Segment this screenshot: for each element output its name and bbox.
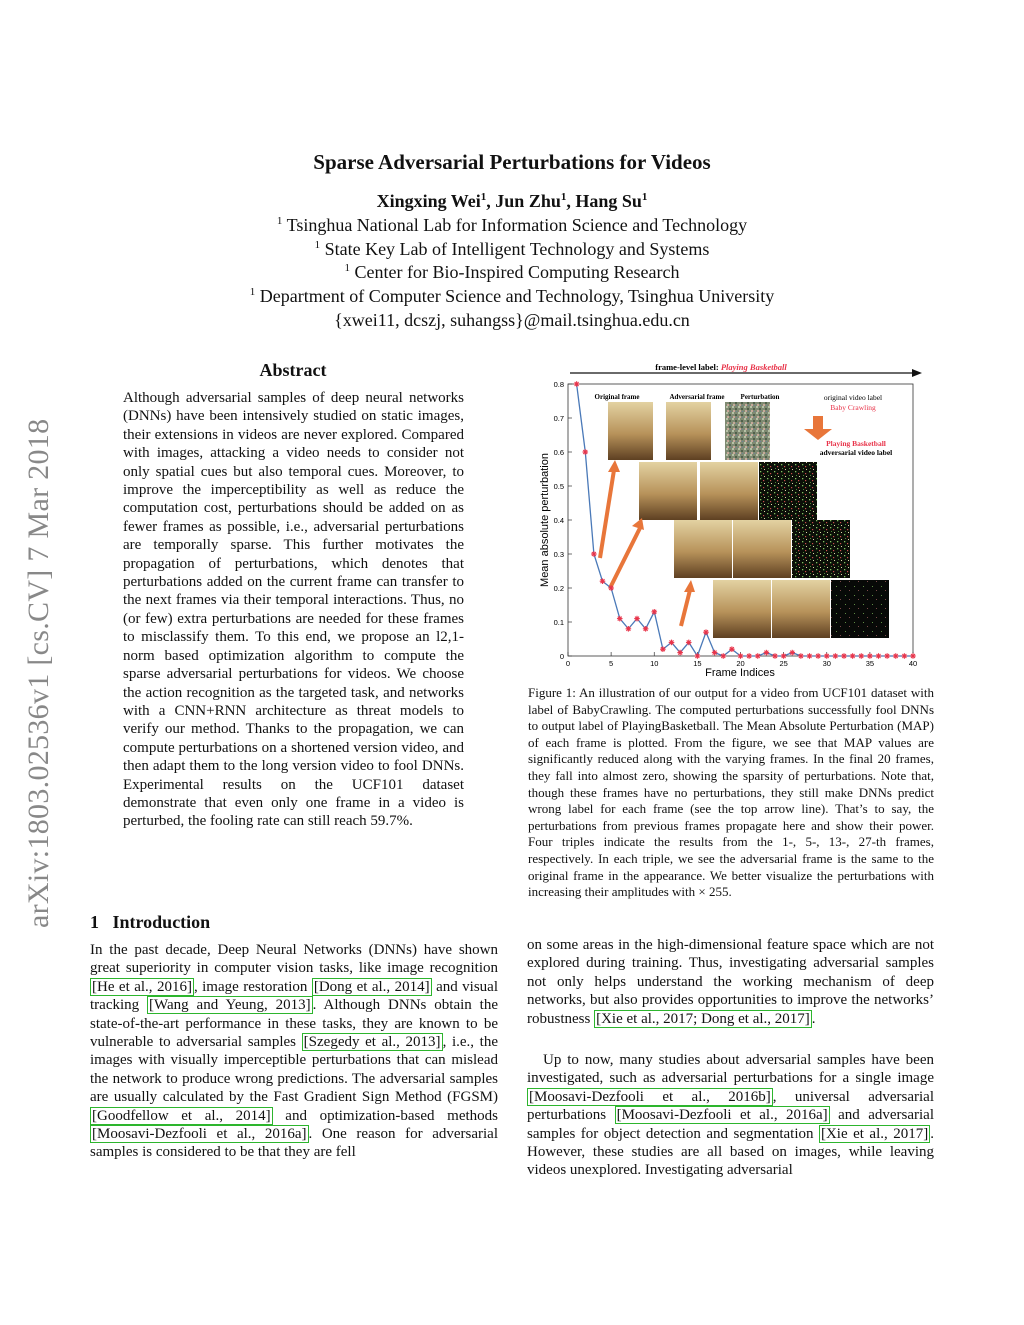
x-axis-label: Frame Indices: [705, 667, 775, 679]
original-frame-image: [674, 520, 732, 578]
y-tick-label: 0.1: [553, 618, 564, 627]
citation-link[interactable]: [Xie et al., 2017; Dong et al., 2017]: [596, 1010, 810, 1027]
citation-link[interactable]: [Szegedy et al., 2013]: [303, 1034, 441, 1051]
email: {xwei11, dcszj, suhangss}@mail.tsinghua.edu.cn: [334, 310, 690, 330]
affiliation: $^1$ Tsinghua National Lab for Information Science and Technology: [276, 215, 748, 235]
citation-link[interactable]: [Moosavi-Dezfooli et al., 2016a]: [616, 1107, 828, 1124]
y-tick-label: 0.3: [553, 550, 564, 559]
citation-link[interactable]: [He et al., 2016]: [92, 978, 192, 995]
data-point: [755, 653, 761, 659]
intro-paragraph: Up to now, many studies about adversarial samples have been investigated, such as adversarial perturbations for a single image [Moosavi-Dezfooli et al., 2016b] , universal adversarial perturbations [Moosavi-Dezfooli et al., 2016a] and adversarial samples for object detection and segmentation [Xie et al., 2017] . However, these studies are all based on images, while leaving videos unexplored. Investigating adversarial: [527, 1052, 934, 1179]
data-point: [600, 578, 606, 584]
data-point: [910, 653, 916, 659]
author-list: Xingxing Wei$^1$, Jun Zhu$^1$, Hang Su$^1$: [376, 191, 648, 211]
affiliation: $^1$ Center for Bio-Inspired Computing Research: [344, 262, 680, 282]
data-point: [841, 653, 847, 659]
abstract-heading: Abstract: [259, 360, 327, 380]
x-tick-label: 20: [736, 659, 745, 668]
data-point: [686, 640, 692, 646]
y-tick-label: 0.7: [553, 414, 564, 423]
original-frame-image: [713, 580, 771, 638]
citation-link[interactable]: [Wang and Yeung, 2013]: [149, 997, 311, 1014]
x-tick-label: 40: [908, 659, 918, 668]
y-tick-label: 0.5: [553, 482, 564, 491]
perturbation-image: [792, 520, 850, 578]
x-tick-label: 35: [865, 659, 875, 668]
y-tick-label: 0.4: [553, 516, 564, 525]
figure-caption: Figure 1: An illustration of our output for a video from UCF101 dataset with label of BabyCrawling. The computed perturbations successfully fool DNNs to output label of PlayingBasketball. The Mean Absolute Perturbation (MAP) of each frame is plotted. From the figure, we see that MAP values are significantly reduced along with the varying frames. In the final 20 frames, they fall into almost zero, showing the sparsity of perturbations. Note that, though these frames have no perturbations, they still make DNNs predict wrong label for each frame (see the top arrow line). That’s to say, the perturbations from previous frames propagate here and show their power. Four triples indicate the results from the 1-, 5-, 13-, 27-th frames, respectively. In each triple, we see the adversarial frame is the same to the original frame in the appearance. We better visualize the perturbations with increasing their amplitudes with × 255.: [528, 685, 934, 900]
data-point: [677, 650, 683, 656]
y-tick-label: 0: [559, 652, 564, 661]
x-tick-label: 25: [779, 659, 788, 668]
col-header-adversarial: Adversarial frame: [669, 393, 725, 401]
adversarial-frame-image: [772, 580, 830, 638]
x-tick-label: 10: [650, 659, 659, 668]
paper-title: Sparse Adversarial Perturbations for Videos: [313, 150, 711, 174]
data-point: [626, 626, 632, 632]
adversarial-frame-image: [700, 462, 758, 520]
orange-arrowhead: [608, 460, 620, 472]
data-point: [876, 653, 882, 659]
data-point: [729, 646, 735, 652]
affiliation: $^1$ Department of Computer Science and Technology, Tsinghua University: [249, 286, 775, 306]
author-sup: 1: [480, 191, 487, 203]
section-heading: [90, 912, 210, 933]
section-title: Introduction: [112, 912, 211, 932]
data-point: [815, 653, 821, 659]
data-point: [807, 653, 813, 659]
citation-link[interactable]: [Goodfellow et al., 2014]: [92, 1107, 271, 1124]
x-tick-label: 15: [693, 659, 702, 668]
data-point: [850, 653, 856, 659]
citation-link[interactable]: [Xie et al., 2017]: [820, 1125, 929, 1142]
data-point: [695, 653, 701, 659]
original-frame-image: [639, 462, 697, 520]
data-point: [720, 653, 726, 659]
data-point: [634, 616, 640, 622]
orange-arrow-body: [813, 416, 823, 429]
data-point: [703, 629, 709, 635]
affiliation: $^1$ State Key Lab of Intelligent Technology and Systems: [314, 239, 710, 259]
perturbation-image: [759, 462, 817, 520]
orig-video-label-value: Baby Crawling: [830, 403, 876, 412]
y-axis-label: Mean absolute perturbation: [539, 453, 551, 587]
data-point: [798, 653, 804, 659]
data-point: [824, 653, 830, 659]
data-point: [591, 551, 597, 557]
data-point: [660, 646, 666, 652]
frame-level-label: frame-level label: Playing Basketball: [655, 362, 787, 372]
abstract-text: Although adversarial samples of deep neural networks (DNNs) have been intensively studied on static images, their extensions in videos are never explored. Compared with images, attacking a video needs to consider not only spatial cues but also temporal cues. Moreover, to improve the imperceptibility as well as reduce the computation cost, perturbations should be added on as fewer frames as possible, i.e., adversarial perturbations are temporally sparse. This further motivates the propagation of perturbations, which denotes that perturbations added on the current frame can transfer to the next frames via their temporal interactions. Thus, no (or few) extra perturbations are needed for these frames to misclassify them. To this end, we propose an l2,1-norm based optimization algorithm to compute the sparse adversarial perturbations for videos. We choose the action recognition as the targeted task, and networks with a CNN+RNN architecture as threat models to verify our method. Thanks to the propagation, we can compute perturbations on a shortened version video, and then adapt them to the long version video to fool DNNs. Experimental results on the UCF101 dataset demonstrate that even only one frame in a video is perturbed, the fooling rate can still reach 59.7%.: [123, 390, 464, 830]
data-point: [789, 650, 795, 656]
perturbation-image: [831, 580, 889, 638]
data-point: [833, 653, 839, 659]
orange-arrow: [681, 590, 690, 626]
data-point: [712, 650, 718, 656]
adv-video-label-title: adversarial video label: [819, 448, 893, 457]
data-point: [669, 640, 675, 646]
data-point: [893, 653, 899, 659]
author-name: Xingxing Wei: [376, 191, 481, 211]
x-tick-label: 0: [565, 659, 571, 668]
adv-video-label-value: Playing Basketball: [826, 439, 886, 448]
adversarial-frame-image: [666, 402, 711, 460]
author-name: Hang Su: [575, 191, 642, 211]
data-point: [746, 653, 752, 659]
col-header-original: Original frame: [594, 393, 640, 401]
orig-video-label-title: original video label: [823, 393, 883, 402]
perturbation-image: [725, 402, 770, 460]
frame-label-arrowhead: [912, 369, 922, 377]
arxiv-stamp: arXiv:1803.02536v1 [cs.CV] 7 Mar 2018: [22, 418, 55, 928]
author-sup: 1: [641, 191, 648, 203]
data-point: [772, 653, 778, 659]
y-tick-label: 0.8: [553, 380, 564, 389]
adversarial-frame-image: [733, 520, 791, 578]
original-frame-image: [608, 402, 653, 460]
inset-images: [595, 393, 893, 638]
intro-paragraph: on some areas in the high-dimensional feature space which are not explored during training. Thus, investigating adversarial samples not only helps understand the working mechanism of deep networks, but also provides opportunities to improve the networks’ robustness [Xie et al., 2017; Dong et al., 2017] .: [527, 937, 934, 1027]
citation-link[interactable]: [Moosavi-Dezfooli et al., 2016b]: [529, 1088, 771, 1105]
y-axis: [554, 380, 572, 661]
citation-link[interactable]: [Moosavi-Dezfooli et al., 2016a]: [92, 1126, 307, 1143]
data-point: [764, 650, 770, 656]
section-number: 1: [90, 912, 99, 932]
data-point: [858, 653, 864, 659]
data-point: [651, 609, 657, 615]
author-name: Jun Zhu: [495, 191, 561, 211]
data-point: [582, 449, 588, 455]
x-tick-label: 30: [822, 659, 831, 668]
data-point: [867, 653, 873, 659]
figure-1: [528, 358, 928, 683]
author-sup: 1: [560, 191, 567, 203]
intro-paragraph: In the past decade, Deep Neural Networks (DNNs) have shown great superiority in computer vision tasks, like image recognition [He et al., 2016] , image restoration [Dong et al., 2014] and visual tracking [Wang and Yeung, 2013] . Although DNNs obtain the state-of-the-art performance in these tasks, they are known to be vulnerable to adversarial samples [Szegedy et al., 2013] , i.e., the images with visually imperceptible perturbations that can mislead the network to produce wrong predictions. The adversarial samples are usually calculated by the Fast Gradient Sign Method (FGSM) [Goodfellow et al., 2014] and optimization-based methods [Moosavi-Dezfooli et al., 2016a] . One reason for adversarial samples is considered to be that they are fell: [90, 942, 498, 1161]
x-tick-label: 5: [609, 659, 614, 668]
data-point: [574, 381, 580, 387]
orange-arrow: [600, 470, 614, 558]
citation-link[interactable]: [Dong et al., 2014]: [313, 978, 430, 995]
orange-arrow: [610, 528, 640, 588]
data-point: [781, 653, 787, 659]
orange-arrowhead: [684, 580, 695, 592]
data-point: [902, 653, 908, 659]
y-tick-label: 0.2: [553, 584, 564, 593]
data-point: [617, 616, 623, 622]
data-point: [738, 653, 744, 659]
data-point: [643, 626, 649, 632]
data-point: [884, 653, 890, 659]
col-header-perturbation: Perturbation: [740, 393, 780, 401]
y-tick-label: 0.6: [553, 448, 564, 457]
data-point: [608, 585, 614, 591]
